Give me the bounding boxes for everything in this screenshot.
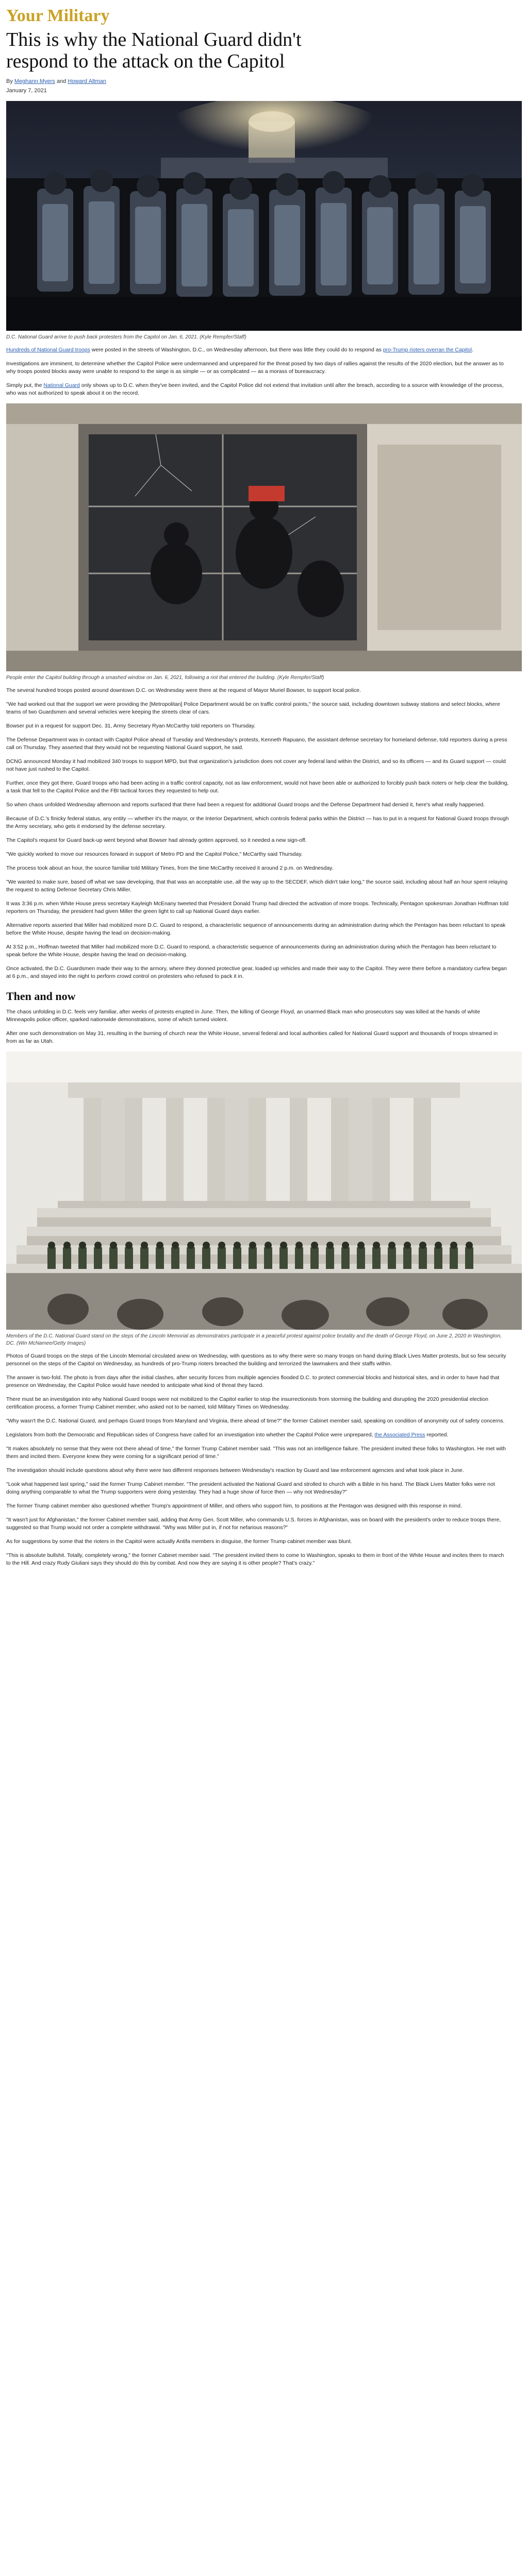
paragraph: The Capitol's request for Guard back-up went beyond what Bowser had already gotten approved, so it needed a new sign-off. <box>6 837 307 843</box>
paragraph: "We quickly worked to move our resources forward in support of Metro PD and the Capitol Police," McCarthy said Thursday. <box>6 851 303 857</box>
paragraph: The chaos unfolding in D.C. feels very familiar, after weeks of protests erupted in June. Then, the killing of George Floyd, an unarmed Black man who prosecutors say was killed at the hands of white Minneapolis police officer, sparked nationwide demonstrations, some of which turned violent. <box>6 1009 481 1023</box>
paragraph: Further, once they got there, Guard troops who had been acting in a traffic control capacity, not as law enforcement, would not have been able or authorized to forcibly push back rioters or help clear the building, a task that fell to the Capitol Police and the FBI tactical forces they requested to help out. <box>6 780 509 794</box>
paragraph: "It wasn't just for Afghanistan," the former Cabinet member said, adding that Army Gen. Scott Miller, who commands U.S. forces in Afghanistan, was on board with the president's order to reduce troops there, suggested so that Trump would not order a complete withdrawal. "Why was Miller put in, if not for nefarious reasons?" <box>6 1517 501 1531</box>
paragraph: As for suggestions by some that the rioters in the Capitol were actually Antifa members in disguise, the former Trump cabinet member was blunt. <box>6 1538 352 1545</box>
paragraph <box>6 1431 509 1439</box>
author-link-2[interactable]: Howard Altman <box>68 78 106 84</box>
paragraph: Bowser put in a request for support Dec. 31, Army Secretary Ryan McCarthy told reporters on Thursday. <box>6 723 256 729</box>
paragraph: "We wanted to make sure, based off what we saw developing, that that was an acceptable use, all the way up to the SECDEF, which didn't take long," the source said, including about half an hour spent relaying the request to acting Defense Secretary Chris Miller. <box>6 879 508 893</box>
byline-joiner: and <box>56 78 67 84</box>
paragraph-text: Legislators from both the Democratic and Republican sides of Congress have called for an investigation into whether the Capitol Police were unprepared, <box>6 1432 375 1438</box>
photo-caption-1: D.C. National Guard arrive to push back protesters from the Capitol on Jan. 6, 2021. (Kyle Rempfer/Staff) <box>6 334 246 340</box>
paragraph: The process took about an hour, the source familiar told Military Times, from the time McCarthy received it around 2 p.m. on Wednesday. <box>6 865 334 871</box>
section-kicker[interactable]: Your Military <box>6 6 110 25</box>
photo-guard-night <box>6 101 522 331</box>
paragraph-text: were posted in the streets of Washington, D.C., on Wednesday afternoon, but there was little they could do to respond as <box>90 347 383 353</box>
paragraph-text: reported. <box>425 1432 449 1438</box>
paragraph: Alternative reports asserted that Miller had mobilized more D.C. Guard to respond, a characteristic sequence of announcements during an administration during which the Pentagon has been reluctant to speak before the White House, despite having the lead on decision-making. <box>6 922 506 936</box>
page-title: This is why the National Guard didn't respond to the attack on the Capitol <box>6 29 302 72</box>
photo-smashed-window <box>6 403 522 671</box>
photo-lincoln-memorial <box>6 1052 522 1330</box>
paragraph <box>6 346 509 354</box>
paragraph: Photos of Guard troops on the steps of the Lincoln Memorial circulated anew on Wednesday, with questions as to why there were so many troops on hand during Black Lives Matter protests, but so few security personnel on the steps of the Capitol on Wednesday, as hundreds of pro-Trump rioters breached the building and terrorized the lawmakers and their staffs within. <box>6 1353 506 1367</box>
paragraph: At 3:52 p.m., Hoffman tweeted that Miller had mobilized more D.C. Guard to respond, a characteristic sequence of announcements during an administration during which the Pentagon has been reluctant to speak before the White House, despite having the lead on decision-making. <box>6 944 497 958</box>
paragraph: Once activated, the D.C. Guardsmen made their way to the armory, where they donned protective gear, loaded up vehicles and made their way to the Capitol. They were there before a mandatory curfew began at 6 p.m., and stayed into the night to perform crowd control on protesters who refused to pack it in. <box>6 965 507 979</box>
paragraph: The investigation should include questions about why there were two different responses between Wednesday's reaction by Guard and law enforcement agencies and what took place in June. <box>6 1467 464 1473</box>
paragraph: "Look what happened last spring," said the former Trump Cabinet member. "The president activated the National Guard and strolled to church with a Bible in his hand. The Black Lives Matter folks were not doing anything comparable to what the Trump supporters were doing yesterday. They had a huge show of force then — why not Wednesday?" <box>6 1481 495 1495</box>
paragraph: DCNG announced Monday it had mobilized 340 troops to support MPD, but that organization's jurisdiction does not cover any federal land within the District, and so its officers — and its Guard support — could not have just rushed to the Capitol. <box>6 758 506 772</box>
paragraph <box>6 382 509 397</box>
photo-caption-2: People enter the Capitol building through a smashed window on Jan. 6, 2021, following a riot that entered the building. (Kyle Rempfer/Staff) <box>6 675 324 681</box>
paragraph-text: . <box>472 347 474 353</box>
publish-date: January 7, 2021 <box>6 88 47 94</box>
paragraph: The several hundred troops posted around downtown D.C. on Wednesday were there at the request of Mayor Muriel Bowser, to support local police. <box>6 687 361 693</box>
paragraph: The answer is two-fold. The photo is from days after the initial clashes, after security forces from multiple agencies flooded D.C. to protect commercial blocks and historical sites, and in order to have had that presence on Wednesday, the Capitol Police would have needed to anticipate what kind of threat they faced. <box>6 1375 500 1388</box>
byline <box>6 78 509 84</box>
byline-prefix: By <box>6 78 13 84</box>
paragraph: The former Trump cabinet member also questioned whether Trump's appointment of Miller, and others who support him, to positions at the Pentagon was designed with this response in mind. <box>6 1503 462 1509</box>
paragraph: "This is absolute bullshit. Totally, completely wrong," the former Cabinet member said. "The president invited them to come to Washington, speaks to them in front of the White House and incites them to march to the Hill. And crazy Rudy Giuliani says they should do this by combat. And now they are saying it is other people? That's crazy." <box>6 1552 504 1566</box>
paragraph: After one such demonstration on May 31, resulting in the burning of church near the White House, several federal and local authorities called for National Guard support and thousands of troops streamed in from as far as Utah. <box>6 1030 498 1044</box>
paragraph: "Why wasn't the D.C. National Guard, and perhaps Guard troops from Maryland and Virginia, there ahead of time?" the former Cabinet member said, speaking on condition of anonymity out of safety concerns. <box>6 1418 505 1424</box>
author-link-1[interactable]: Meghann Myers <box>14 78 55 84</box>
inline-link-guard-troops[interactable]: Hundreds of National Guard troops <box>6 347 90 353</box>
inline-link-associated-press[interactable]: the Associated Press <box>374 1432 425 1438</box>
section-heading: Then and now <box>6 990 76 1003</box>
paragraph-text: only shows up to D.C. when they've been invited, and the Capitol Police did not extend that invitation until after the breach, according to a source with knowledge of the process, who was not authorized to speak about it on the record. <box>6 382 504 396</box>
paragraph: "It makes absolutely no sense that they were not there ahead of time," the former Trump Cabinet member said. "This was not an intelligence failure. The president invited these folks to Washington. He met with them and incited them. Everyone knew they were coming for a significant period of time." <box>6 1446 506 1460</box>
paragraph-text: Simply put, the <box>6 382 44 388</box>
paragraph: It was 3:36 p.m. when White House press secretary Kayleigh McEnany tweeted that President Donald Trump had directed the activation of more troops. Technically, Pentagon spokesman Jonathan Hoffman told reporters on Thursday, the president had given Miller the green light to call up National Guard days earlier. <box>6 901 509 914</box>
inline-link-national-guard[interactable]: National Guard <box>43 382 80 388</box>
inline-link-rioters[interactable]: pro-Trump rioters overran the Capitol <box>383 347 472 353</box>
paragraph: So when chaos unfolded Wednesday afternoon and reports surfaced that there had been a request for additional Guard troops and the Defense Department had denied it, here's what really happened. <box>6 802 485 808</box>
paragraph: The Defense Department was in contact with Capitol Police ahead of Tuesday and Wednesday's protests, Kenneth Rapuano, the assistant defense secretary for homeland defense, told reporters during a press call on Thursday. They asserted that they would not be requesting National Guard support, he said. <box>6 737 507 751</box>
photo-caption-3: Members of the D.C. National Guard stand on the steps of the Lincoln Memorial as demonstrators participate in a peaceful protest against police brutality and the death of George Floyd, on June 2, 2020 in Washington, DC. (Win McNamee/Getty Images) <box>6 1333 502 1346</box>
paragraph: Because of D.C.'s finicky federal status, any entity — whether it's the mayor, or the Interior Department, which controls federal parks within the District — has to put in a request for National Guard troops through the Army secretary, who gets it endorsed by the defense secretary. <box>6 816 509 829</box>
paragraph: Investigations are imminent, to determine whether the Capitol Police were undermanned and unprepared for the threat posed by two days of rallies against the results of the 2020 election, but the answer as to why troops posted blocks away were unable to respond to the siege is as simple — or as complicated — as a morass of bureaucracy. <box>6 361 504 375</box>
paragraph: There must be an investigation into why National Guard troops were not mobilized to the Capitol earlier to stop the insurrectionists from storming the building and disrupting the 2020 presidential election certification process, a former Trump Cabinet member, who asked not to be named, told Military Times on Wednesday. <box>6 1396 489 1410</box>
paragraph: "We had worked out that the support we were providing the [Metropolitan] Police Department would be on traffic control points," the source said, including downtown subway stations and select blocks, where teams of two Guardsmen and several vehicles were keeping the streets clear of cars. <box>6 701 500 715</box>
